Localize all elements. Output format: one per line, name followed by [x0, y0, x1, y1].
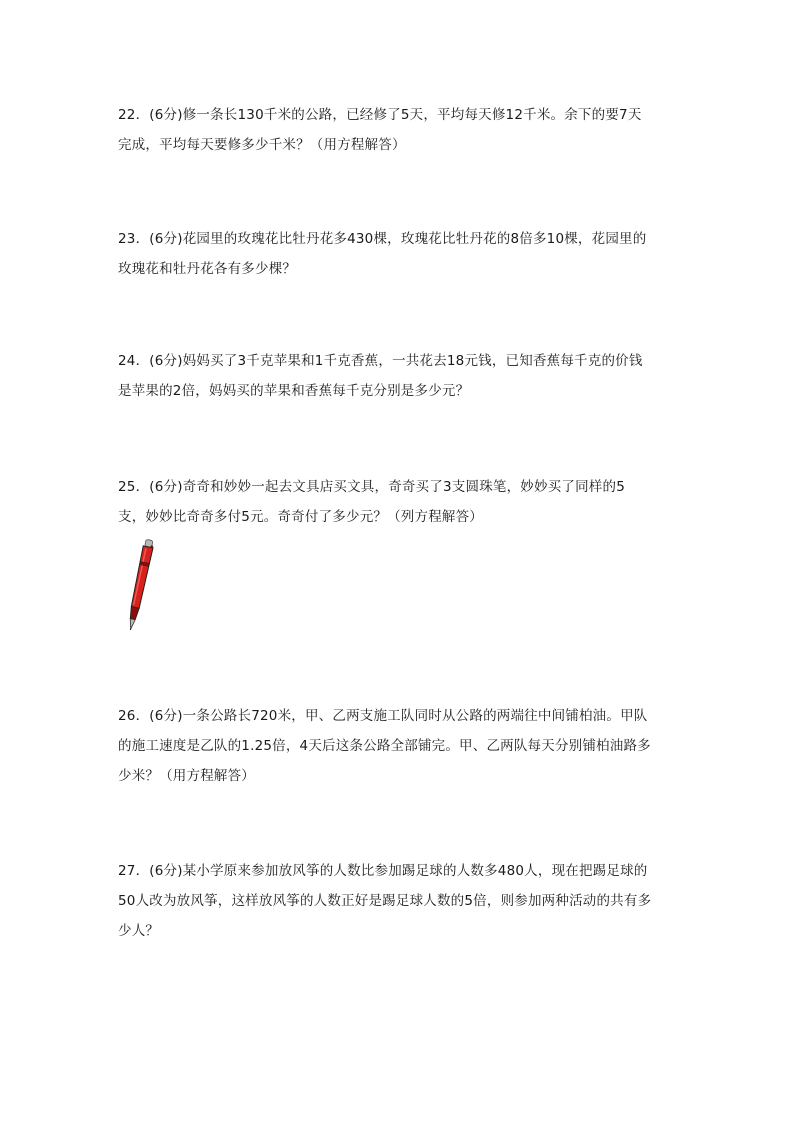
question-22 — [118, 100, 678, 160]
red-ballpoint-pen-icon — [120, 538, 160, 632]
question-text-line: 26．(6分)一条公路长720米，甲、乙两支施工队同时从公路的两端往中间铺柏油。甲队 — [118, 708, 648, 724]
question-24 — [118, 346, 678, 406]
question-23 — [118, 224, 678, 284]
question-text-line: 完成，平均每天要修多少千米？（用方程解答） — [118, 137, 406, 153]
question-text-line: 27．(6分)某小学原来参加放风筝的人数比参加踢足球的人数多480人，现在把踢足球的 — [118, 863, 648, 879]
question-text-line: 50人改为放风筝，这样放风筝的人数正好是踢足球人数的5倍，则参加两种活动的共有多 — [118, 893, 652, 909]
question-27 — [118, 856, 678, 946]
question-text-line: 少人？ — [118, 923, 160, 939]
question-text-line: 23．(6分)花园里的玫瑰花比牡丹花多430棵，玫瑰花比牡丹花的8倍多10棵，花园里的 — [118, 231, 647, 247]
question-text-line: 是苹果的2倍，妈妈买的苹果和香蕉每千克分别是多少元？ — [118, 383, 470, 399]
question-text-line: 24．(6分)妈妈买了3千克苹果和1千克香蕉，一共花去18元钱，已知香蕉每千克的价钱 — [118, 353, 643, 369]
question-25 — [118, 472, 678, 532]
question-text-line: 的施工速度是乙队的1.25倍，4天后这条公路全部铺完。甲、乙两队每天分别铺柏油路多 — [118, 738, 651, 754]
question-text-line: 25．(6分)奇奇和妙妙一起去文具店买文具，奇奇买了3支圆珠笔，妙妙买了同样的5 — [118, 479, 625, 495]
question-text-line: 22．(6分)修一条长130千米的公路，已经修了5天，平均每天修12千米。余下的要7天 — [118, 107, 642, 123]
question-text-line: 支，妙妙比奇奇多付5元。奇奇付了多少元？（列方程解答） — [118, 509, 483, 525]
question-26 — [118, 701, 678, 791]
question-text-line: 玫瑰花和牡丹花各有多少棵？ — [118, 261, 297, 277]
question-text-line: 少米？（用方程解答） — [118, 768, 255, 784]
